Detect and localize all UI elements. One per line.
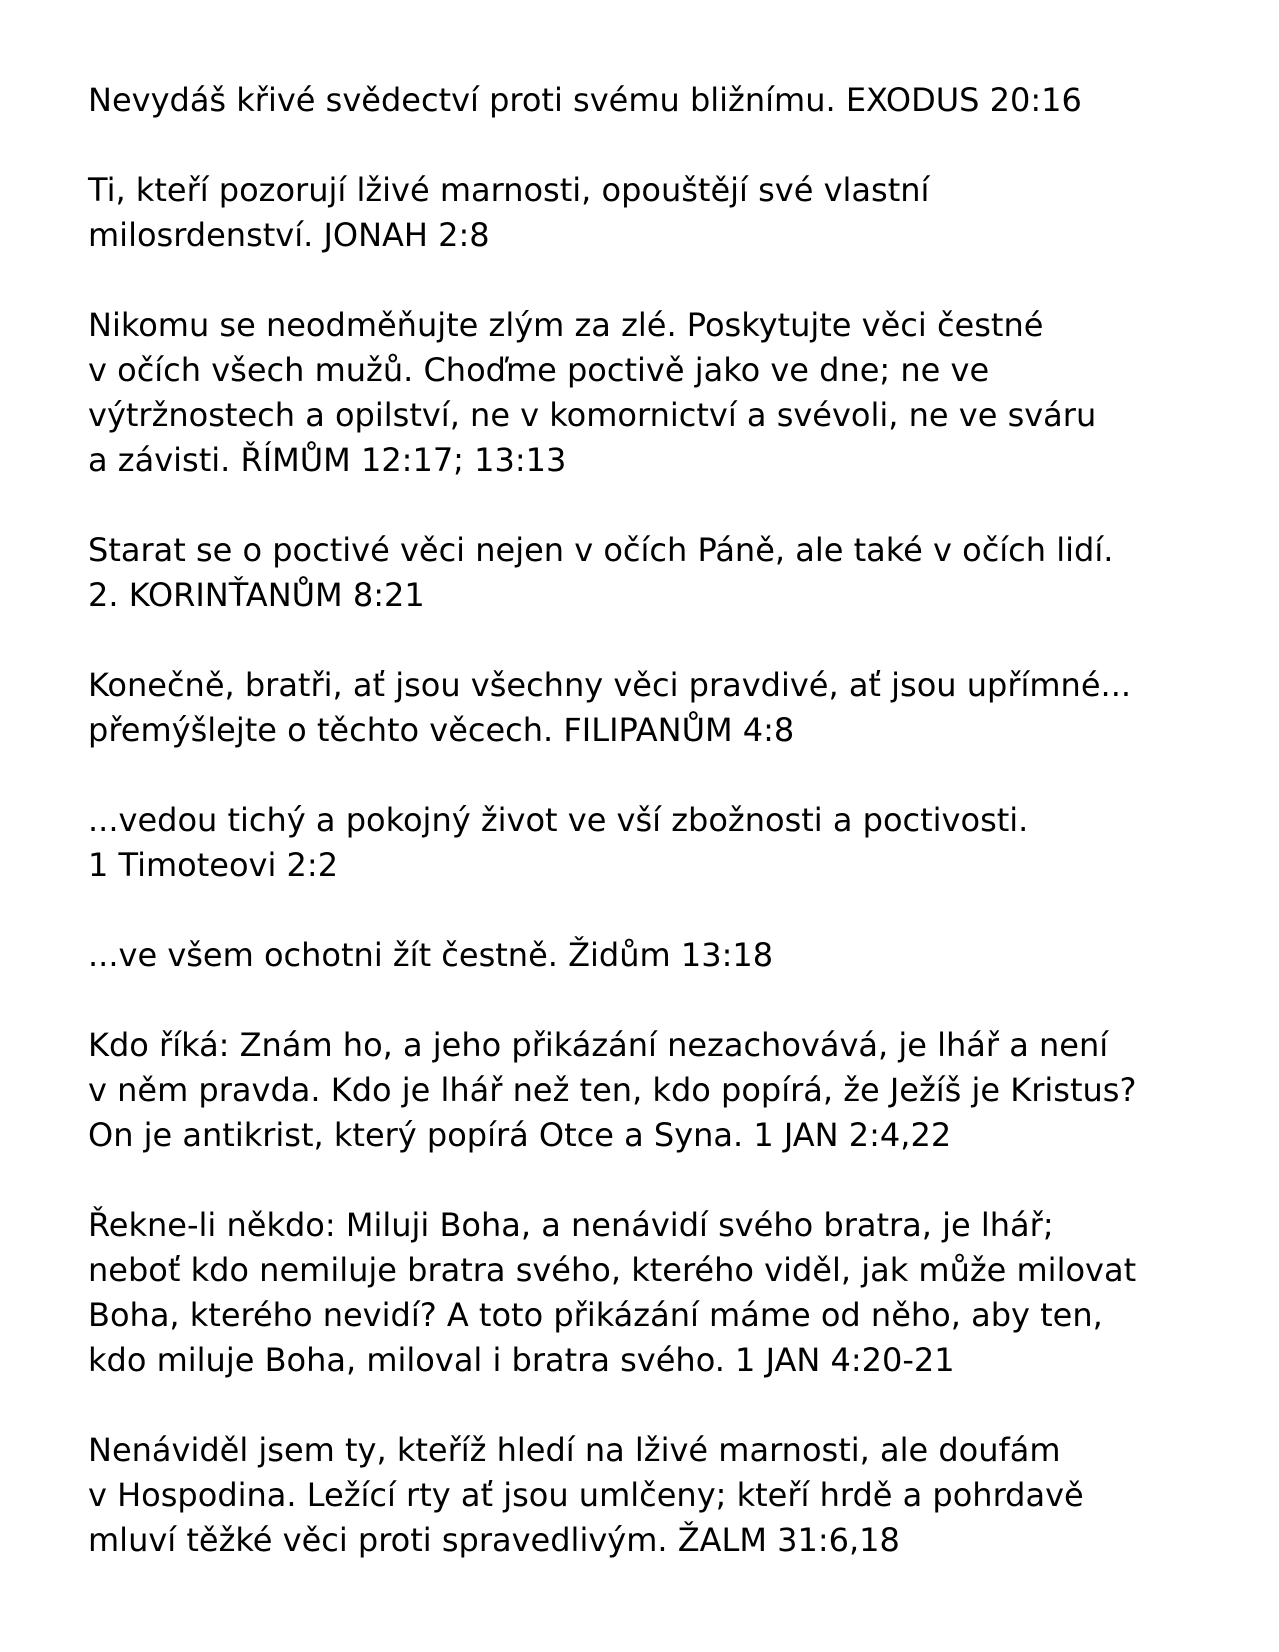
verse-line: kdo miluje Boha, miloval i bratra svého. 1 JAN 4:20-21 <box>88 1341 955 1379</box>
verse-line: v Hospodina. Ležící rty ať jsou umlčeny; kteří hrdě a pohrdavě <box>88 1476 1084 1514</box>
verse-line: a závisti. ŘÍMŮM 12:17; 13:13 <box>88 441 567 479</box>
verse-line: Nenáviděl jsem ty, kteříž hledí na lživé marnosti, ale doufám <box>88 1431 1061 1469</box>
verse-line: v něm pravda. Kdo je lhář než ten, kdo popírá, že Ježíš je Kristus? <box>88 1071 1137 1109</box>
verse-line: Konečně, bratři, ať jsou všechny věci pravdivé, ať jsou upřímné... <box>88 666 1132 704</box>
verse-line: Kdo říká: Znám ho, a jeho přikázání nezachovává, je lhář a není <box>88 1026 1109 1064</box>
verse-1-jan-4-20 <box>88 1203 1208 1383</box>
verse-exodus-20-16 <box>88 78 1208 123</box>
verse-line: v očích všech mužů. Choďme poctivě jako ve dne; ne ve <box>88 351 990 389</box>
verse-line: neboť kdo nemiluje bratra svého, kterého viděl, jak může milovat <box>88 1251 1137 1289</box>
verse-line: ...vedou tichý a pokojný život ve vší zbožnosti a poctivosti. <box>88 801 1029 839</box>
verse-korintanum-8-21 <box>88 528 1208 618</box>
verse-zidum-13-18 <box>88 933 1208 978</box>
verse-line: Řekne-li někdo: Miluji Boha, a nenávidí svého bratra, je lhář; <box>88 1206 1054 1244</box>
verse-line: 2. KORINŤANŮM 8:21 <box>88 576 425 614</box>
verse-jonah-2-8 <box>88 168 1208 258</box>
verse-filipanum-4-8 <box>88 663 1208 753</box>
verse-list <box>88 78 1208 1608</box>
verse-line: Starat se o poctivé věci nejen v očích Páně, ale také v očích lidí. <box>88 531 1114 569</box>
verse-line: milosrdenství. JONAH 2:8 <box>88 216 490 254</box>
verse-line: výtržnostech a opilství, ne v komornictví a svévoli, ne ve sváru <box>88 396 1097 434</box>
verse-line: Nikomu se neodměňujte zlým za zlé. Poskytujte věci čestné <box>88 306 1044 344</box>
verse-rimum-12-17 <box>88 303 1208 483</box>
verse-line: 1 Timoteovi 2:2 <box>88 846 339 884</box>
verse-line: mluví těžké věci proti spravedlivým. ŽALM 31:6,18 <box>88 1521 900 1559</box>
verse-line: ...ve všem ochotni žít čestně. Židům 13:18 <box>88 936 774 974</box>
verse-1-jan-2-4 <box>88 1023 1208 1158</box>
verse-line: On je antikrist, který popírá Otce a Syna. 1 JAN 2:4,22 <box>88 1116 952 1154</box>
verse-line: přemýšlejte o těchto věcech. FILIPANŮM 4:8 <box>88 711 795 749</box>
verse-timoteovi-2-2 <box>88 798 1208 888</box>
verse-line: Nevydáš křivé svědectví proti svému bližnímu. EXODUS 20:16 <box>88 81 1082 119</box>
verse-line: Boha, kterého nevidí? A toto přikázání máme od něho, aby ten, <box>88 1296 1103 1334</box>
verse-zalm-31-6 <box>88 1428 1208 1563</box>
verse-line: Ti, kteří pozorují lživé marnosti, opouštějí své vlastní <box>88 171 930 209</box>
